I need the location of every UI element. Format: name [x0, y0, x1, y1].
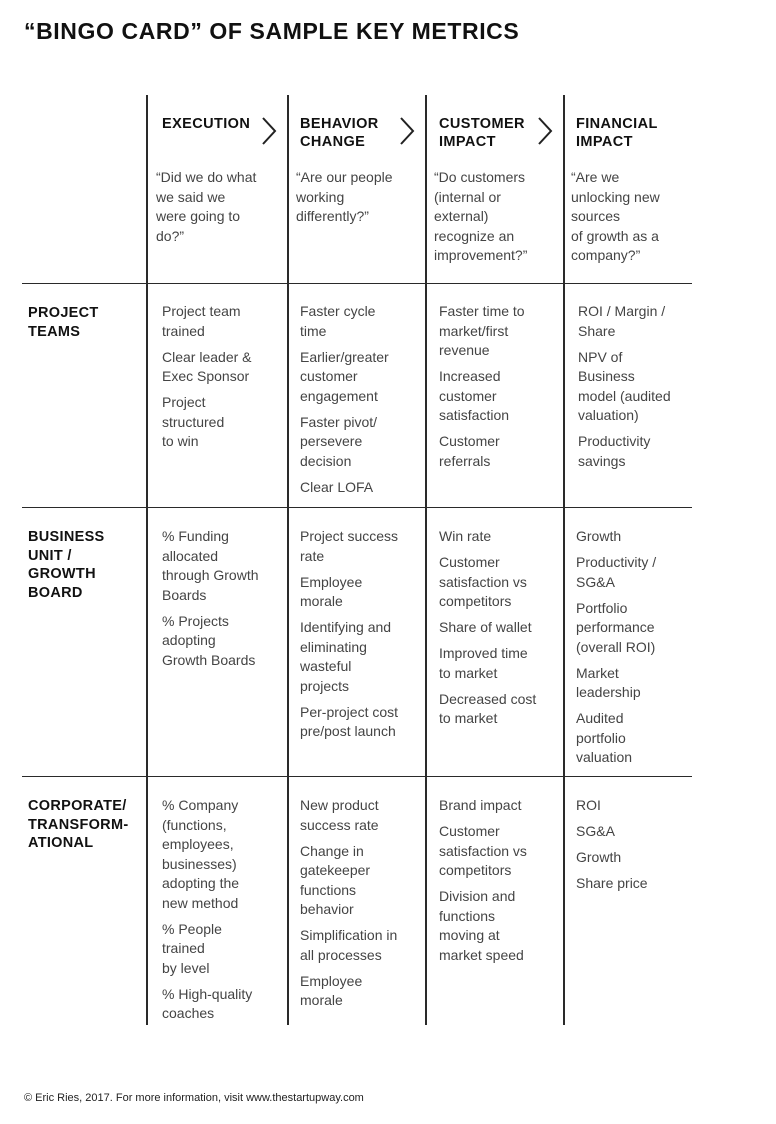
metric-item: Per-project cost pre/post launch — [300, 703, 399, 739]
metric-item: Project structured to win — [162, 394, 225, 449]
metric-item: Brand impact — [439, 797, 522, 813]
column-question: “Are our people working differently?” — [296, 169, 393, 224]
metric-item: Growth — [576, 849, 622, 865]
metric-item: Share of wallet — [439, 619, 532, 635]
row-header-project-teams: PROJECT TEAMS — [28, 305, 99, 340]
metric-item: New product success rate — [300, 797, 379, 833]
metric-item: SG&A — [576, 823, 615, 839]
metric-item: Improved time to market — [439, 645, 528, 681]
metric-item: Employee morale — [300, 573, 363, 609]
column-header-execution: EXECUTION — [162, 116, 251, 132]
metric-item: Share price — [576, 875, 648, 891]
metric-item: % People trained by level — [162, 920, 222, 976]
metric-item: Growth — [576, 528, 622, 544]
metric-cell — [578, 302, 706, 478]
metric-item: Division and functions moving at market speed — [439, 888, 524, 963]
metric-cell — [439, 527, 567, 735]
metric-cell — [300, 796, 428, 1017]
metric-item: Faster pivot/ persevere decision — [300, 413, 378, 469]
metric-item: Customer satisfaction vs competitors — [439, 823, 527, 878]
metric-item: Simplification in all processes — [300, 927, 398, 963]
metric-cell — [162, 527, 290, 677]
metric-item: Portfolio performance (overall ROI) — [576, 599, 656, 655]
metric-item: Audited portfolio valuation — [576, 710, 633, 765]
metric-item: Faster time to market/first revenue — [439, 303, 525, 358]
metric-item: Productivity / SG&A — [576, 554, 657, 590]
metric-item: Customer referrals — [439, 433, 500, 469]
column-header-financial-impact: FINANCIAL IMPACT — [576, 116, 658, 150]
metric-item: % Projects adopting Growth Boards — [162, 612, 256, 668]
metric-item: Earlier/greater customer engagement — [300, 348, 389, 404]
metric-item: Identifying and eliminating wasteful projects — [300, 619, 392, 694]
row-divider — [22, 283, 692, 284]
metric-item: % Funding allocated through Growth Boards — [162, 528, 259, 603]
column-divider — [146, 95, 148, 1025]
metric-item: % Company (functions, employees, businesses) adopting the new method — [162, 797, 240, 911]
metric-cell — [576, 527, 704, 774]
metric-cell — [439, 302, 567, 478]
column-question: “Do customers (internal or external) recognize an improvement?” — [434, 169, 528, 263]
copyright-footer: © Eric Ries, 2017. For more information, visit www.thestartupway.com — [24, 1092, 364, 1104]
metric-item: Clear LOFA — [300, 478, 374, 495]
metric-cell — [576, 796, 704, 900]
metric-cell — [439, 796, 567, 972]
row-divider — [22, 507, 692, 508]
column-question: “Did we do what we said we were going to do?” — [156, 169, 257, 244]
row-divider — [22, 776, 692, 777]
chevron-right-icon — [259, 116, 279, 146]
metric-item: Clear leader & Exec Sponsor — [162, 348, 252, 384]
metric-cell — [300, 302, 428, 504]
metric-item: Employee morale — [300, 972, 363, 1008]
metric-item: Decreased cost to market — [439, 690, 537, 726]
metric-item: Increased customer satisfaction — [439, 368, 510, 423]
page-title: “BINGO CARD” OF SAMPLE KEY METRICS — [24, 18, 520, 44]
metric-cell — [300, 527, 428, 748]
metric-item: Project success rate — [300, 528, 399, 564]
row-header-corporate: CORPORATE/ TRANSFORM- ATIONAL — [28, 798, 129, 851]
metric-item: % High-quality coaches — [162, 985, 253, 1021]
row-header-business-unit: BUSINESS UNIT / GROWTH BOARD — [28, 529, 105, 601]
column-question: “Are we unlocking new sources of growth as a company?” — [571, 169, 660, 263]
metric-cell — [162, 302, 290, 458]
metric-item: Customer satisfaction vs competitors — [439, 554, 527, 609]
metric-item: ROI / Margin / Share — [578, 303, 666, 339]
metric-item: NPV of Business model (audited valuation) — [578, 348, 671, 423]
chevron-right-icon — [397, 116, 417, 146]
metric-item: Change in gatekeeper functions behavior — [300, 842, 371, 917]
column-header-customer-impact: CUSTOMER IMPACT — [439, 116, 525, 150]
metric-item: Project team trained — [162, 303, 241, 339]
metric-cell — [162, 796, 290, 1030]
metric-item: Market leadership — [576, 664, 641, 700]
metric-item: Faster cycle time — [300, 303, 376, 339]
chevron-right-icon — [535, 116, 555, 146]
metric-item: Productivity savings — [578, 433, 651, 469]
metric-item: ROI — [576, 797, 601, 813]
metric-item: Win rate — [439, 528, 492, 544]
column-header-behavior-change: BEHAVIOR CHANGE — [300, 116, 379, 150]
